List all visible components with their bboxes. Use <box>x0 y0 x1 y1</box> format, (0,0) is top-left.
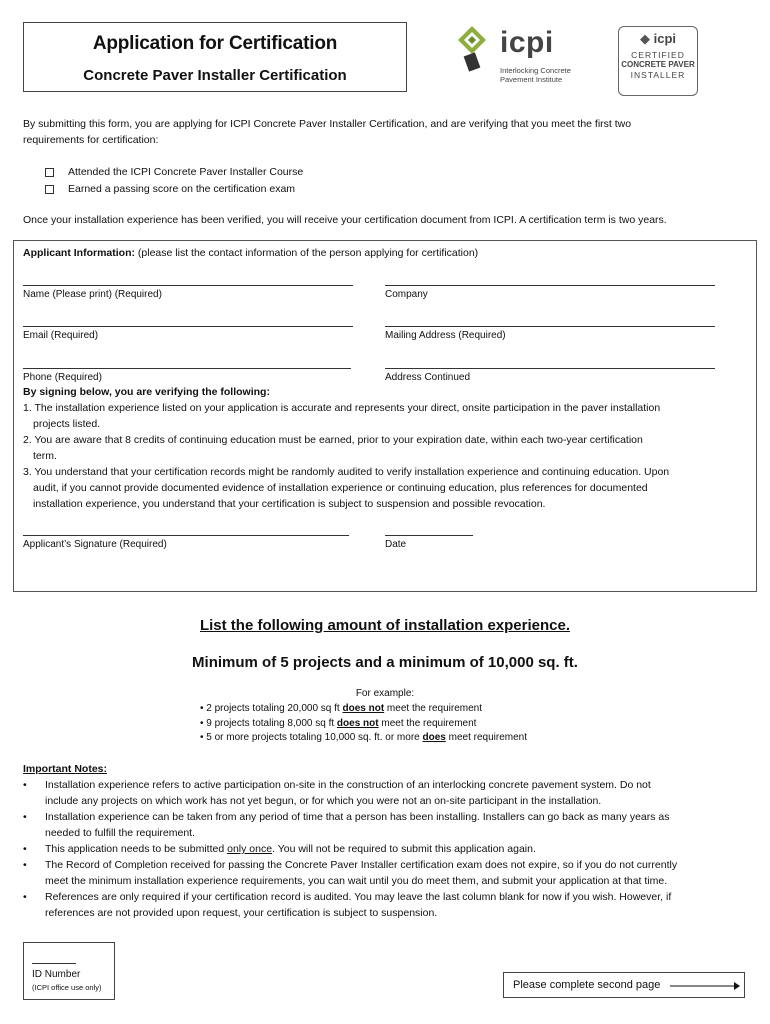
name-field[interactable] <box>23 285 353 300</box>
applicant-section <box>13 240 757 592</box>
page-subtitle: Concrete Paver Installer Certification <box>83 67 347 84</box>
badge-diamond-icon: ◆ <box>639 31 650 46</box>
badge-line-2: CONCRETE PAVER <box>621 60 695 69</box>
badge-line-3: INSTALLER <box>630 70 686 80</box>
example-3: • 5 or more projects totaling 10,000 sq. ft. or more does meet requirement <box>200 732 527 743</box>
badge-brand: icpi <box>653 31 677 46</box>
example-1: • 2 projects totaling 20,000 sq ft does not meet the requirement <box>200 703 482 714</box>
address2-label: Address Continued <box>385 372 471 383</box>
check-label: Attended the ICPI Concrete Paver Installer Course <box>68 166 304 178</box>
date-label: Date <box>385 539 407 550</box>
verify-heading: By signing below, you are verifying the following: <box>23 386 270 398</box>
example-list <box>200 702 527 746</box>
logo-wordmark: icpi <box>500 26 554 59</box>
phone-field[interactable] <box>23 368 351 383</box>
applicant-heading <box>23 245 478 261</box>
email-label: Email (Required) <box>23 330 99 341</box>
experience-minimum: Minimum of 5 projects and a minimum of 10,000 sq. ft. <box>192 654 578 671</box>
for-example-label: For example: <box>355 688 415 699</box>
name-label: Name (Please print) (Required) <box>23 289 162 300</box>
certified-badge <box>618 26 698 96</box>
note-item: • This application needs to be submitted only once. You will not be required to submit this application again. <box>23 841 753 857</box>
date-field[interactable] <box>385 535 473 550</box>
icpi-logo <box>458 24 598 94</box>
important-notes <box>23 761 753 921</box>
signature-label: Applicant’s Signature (Required) <box>23 539 167 550</box>
notes-heading: Important Notes: <box>23 763 107 775</box>
course-checkbox[interactable] <box>45 168 54 177</box>
verify-block <box>23 384 751 512</box>
intro-text <box>23 116 743 148</box>
requirement-checklist <box>45 164 303 198</box>
verify-item-2: 2. You are aware that 8 credits of continuing education must be earned, prior to your expiration date, within each two-year certification term. <box>23 434 643 462</box>
id-office-note: (ICPI office use only) <box>32 983 102 992</box>
page-title: Application for Certification <box>92 33 338 54</box>
id-number-label: ID Number <box>32 969 81 980</box>
note-item: • References are only required if your certification record is audited. You may leave the last column blank for now if you wish. However, if references are not provided upon request, your certification is subject to suspension. <box>23 889 753 921</box>
id-number-line[interactable] <box>32 963 76 964</box>
complete-second-page-box <box>503 972 745 998</box>
intro-line-1: By submitting this form, you are applying for ICPI Concrete Paver Installer Certification, and are verifying that you meet the first two <box>23 118 632 130</box>
signature-field[interactable] <box>23 535 349 550</box>
note-item: • The Record of Completion received for passing the Concrete Paver Installer certification exam does not expire, so if you do not currently meet the minimum installation experience requirements, you can wait until you do meet them, and submit your application at that time. <box>23 857 753 889</box>
address-continued-field[interactable] <box>385 368 715 383</box>
intro-line-2: requirements for certification: <box>23 134 159 146</box>
logo-subtext-2: Pavement Institute <box>500 75 563 84</box>
company-field[interactable] <box>385 285 715 300</box>
mailing-address-field[interactable] <box>385 326 715 341</box>
verify-item-1: 1. The installation experience listed on your application is accurate and represents your direct, onsite participation in the paver installation projects listed. <box>23 402 661 430</box>
experience-heading: List the following amount of installation experience. <box>199 617 571 634</box>
email-field[interactable] <box>23 326 353 341</box>
paver-diamond-icon <box>458 26 500 72</box>
applicant-heading-bold: Applicant Information: <box>23 247 135 259</box>
example-2: • 9 projects totaling 8,000 sq ft does not meet the requirement <box>200 717 477 729</box>
check-item-exam <box>45 181 303 197</box>
company-label: Company <box>385 289 428 300</box>
check-item-course <box>45 164 303 180</box>
right-arrow-icon <box>670 981 740 991</box>
check-label: Earned a passing score on the certification exam <box>68 183 296 195</box>
certification-notice: Once your installation experience has been verified, you will receive your certification document from ICPI. A certification term is two years. <box>23 214 667 226</box>
logo-subtext-1: Interlocking Concrete <box>500 66 571 75</box>
verify-item-3: 3. You understand that your certification records might be randomly audited to verify installation experience and continuing education. Upon audit, if you cannot provide documented evidence of installation experience or continuing education, plus references for documented installation experience, you understand that your certification is subject to suspension and possible revocation. <box>23 466 670 510</box>
title-box <box>23 22 407 92</box>
next-page-label: Please complete second page <box>513 979 661 991</box>
note-item: • Installation experience can be taken from any period of time that a person has been installing. Installers can go back as many years as needed to fulfill the requirement. <box>23 809 753 841</box>
id-number-box <box>23 942 115 1000</box>
applicant-heading-rest: (please list the contact information of the person applying for certification) <box>135 247 479 259</box>
exam-checkbox[interactable] <box>45 185 54 194</box>
badge-line-1: CERTIFIED <box>631 50 685 60</box>
phone-label: Phone (Required) <box>23 372 102 383</box>
note-item: • Installation experience refers to active participation on-site in the construction of an interlocking concrete pavement system. Do not include any projects on which work has not yet begun, or for which you were not an on-site participant in the installation. <box>23 777 753 809</box>
mailing-label: Mailing Address (Required) <box>385 330 506 341</box>
